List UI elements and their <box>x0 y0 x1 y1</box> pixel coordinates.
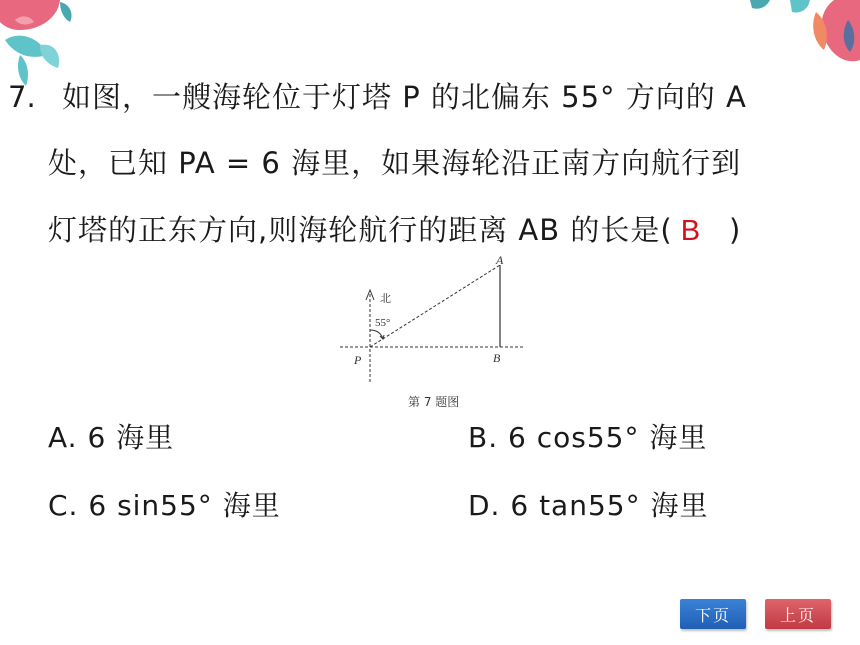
question-text-line-2: 处，已知 PA = 6 海里，如果海轮沿正南方向航行到 <box>48 146 742 180</box>
option-d: D. 6 tan55° 海里 <box>468 489 709 522</box>
angle-label: 55° <box>375 317 391 329</box>
question-text-line-1: 如图，一艘海轮位于灯塔 P 的北偏东 55° 方向的 A <box>62 80 747 114</box>
point-B-label: B <box>493 351 501 365</box>
north-label: 北 <box>380 292 391 305</box>
answer-value: B <box>680 215 702 247</box>
option-a: A. 6 海里 <box>48 421 175 454</box>
point-P-label: P <box>354 353 362 367</box>
segment-PA <box>370 265 500 347</box>
option-c: C. 6 sin55° 海里 <box>48 489 281 522</box>
option-b: B. 6 cos55° 海里 <box>468 421 708 454</box>
question-closing-paren: ) <box>729 213 742 247</box>
question-number: 7. <box>8 80 36 114</box>
previous-page-button[interactable]: 上页 <box>765 599 831 629</box>
question-text-line-3 <box>48 210 741 251</box>
next-page-button[interactable]: 下页 <box>680 599 746 629</box>
figure-caption: 第 7 题图 <box>408 395 460 409</box>
question-text-line-3-stem: 灯塔的正东方向,则海轮航行的距离 AB 的长是( <box>48 213 673 247</box>
leaf-decoration-top-right-icon <box>730 0 860 70</box>
point-A-label: A <box>496 253 504 267</box>
